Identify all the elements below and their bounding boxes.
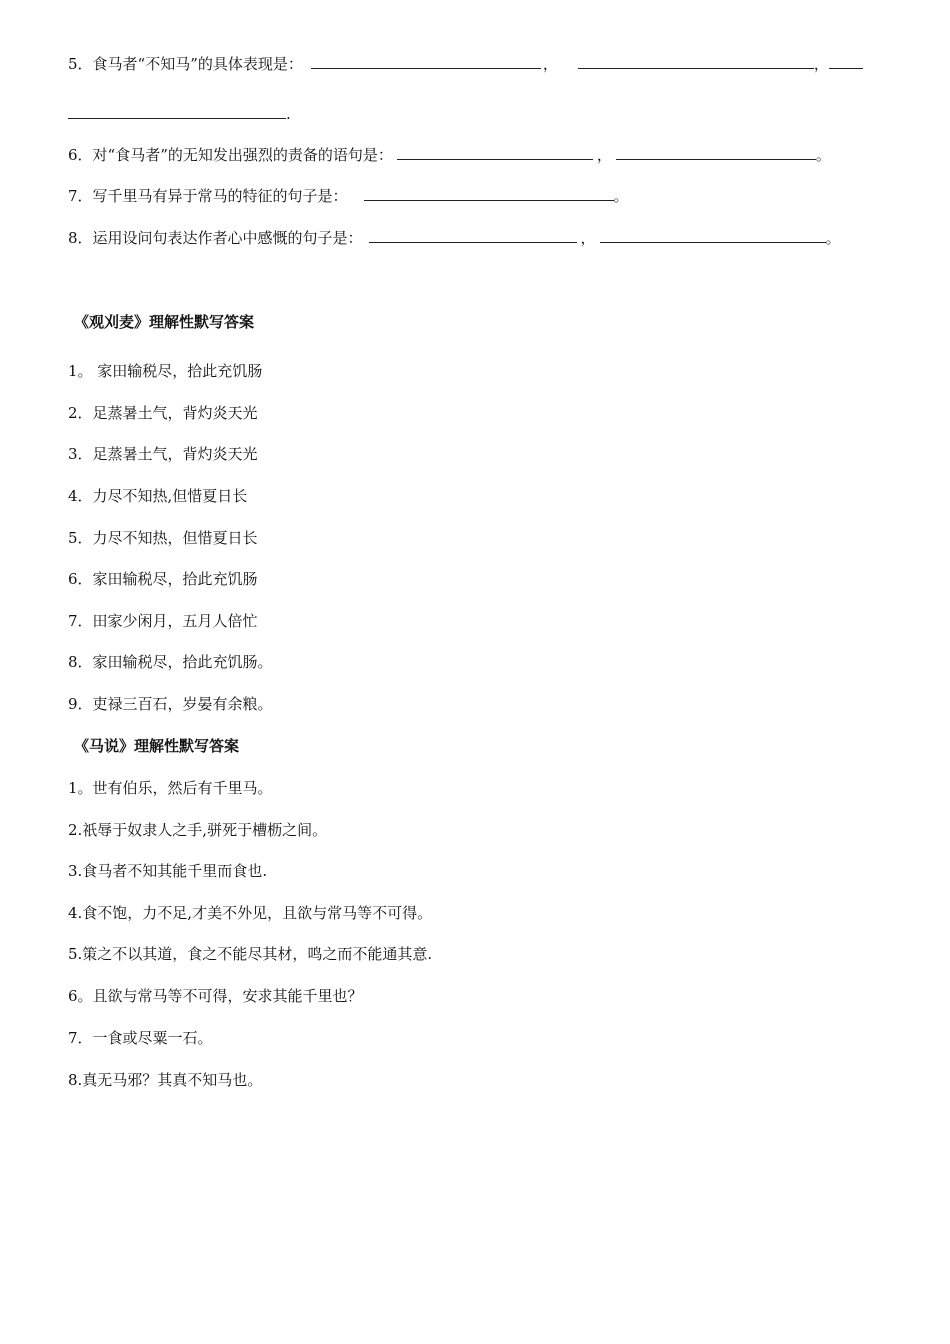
answer-item: 8．家田输税尽，拾此充饥肠。: [68, 653, 273, 671]
question-8: [68, 228, 841, 248]
answer-blank[interactable]: [369, 228, 577, 243]
section-title: 《马说》理解性默写答案: [74, 737, 240, 755]
question-end: 。: [613, 187, 629, 205]
question-text: 6．对“食马者”的无知发出强烈的责备的语句是：: [68, 146, 393, 164]
answer-blank[interactable]: [311, 54, 541, 69]
answer-blank[interactable]: [600, 228, 826, 243]
separator: ，: [580, 229, 596, 247]
answer-blank[interactable]: [397, 145, 593, 160]
question-text: 7．写千里马有异于常马的特征的句子是：: [68, 187, 348, 205]
answer-item: 2.祇辱于奴隶人之手,骈死于槽枥之间。: [68, 821, 328, 839]
answer-item: 7．一食或尽粟一石。: [68, 1029, 213, 1047]
answer-item: 6．家田输税尽，拾此充饥肠: [68, 570, 258, 588]
answer-blank[interactable]: [616, 145, 816, 160]
answer-item: 3．足蒸暑土气，背灼炎天光: [68, 445, 258, 463]
answer-item: 5．力尽不知热，但惜夏日长: [68, 529, 258, 547]
question-6: [68, 145, 831, 165]
question-5: [68, 54, 863, 74]
separator: ，: [813, 55, 829, 73]
question-7: [68, 186, 629, 206]
answer-item: 1。世有伯乐，然后有千里马。: [68, 779, 273, 797]
answer-blank[interactable]: [68, 104, 286, 119]
question-end: 。: [815, 146, 831, 164]
answer-item: 4．力尽不知热,但惜夏日长: [68, 487, 248, 505]
answer-blank[interactable]: [578, 54, 814, 69]
question-end: 。: [825, 229, 841, 247]
question-text: 8．运用设问句表达作者心中感慨的句子是：: [68, 229, 363, 247]
question-text: 5．食马者“不知马”的具体表现是：: [68, 55, 303, 73]
answer-item: 3.食马者不知其能千里而食也.: [68, 862, 268, 880]
answer-item: 8.真无马邪？其真不知马也。: [68, 1071, 263, 1089]
answer-item: 6。且欲与常马等不可得，安求其能千里也？: [68, 987, 363, 1005]
answer-item: 5.策之不以其道，食之不能尽其材，鸣之而不能通其意.: [68, 945, 433, 963]
answer-blank[interactable]: [364, 186, 614, 201]
section-title: 《观刈麦》理解性默写答案: [74, 313, 255, 331]
answer-item: 2．足蒸暑土气，背灼炎天光: [68, 404, 258, 422]
answer-item: 7．田家少闲月，五月人倍忙: [68, 612, 258, 630]
question-5-continued: [68, 104, 291, 124]
answer-item: 4.食不饱，力不足,才美不外见，且欲与常马等不可得。: [68, 904, 433, 922]
separator: ，: [542, 55, 558, 73]
question-end: .: [286, 105, 291, 123]
answer-blank[interactable]: [829, 54, 863, 69]
answer-item: 9．吏禄三百石，岁晏有余粮。: [68, 695, 273, 713]
separator: ，: [596, 146, 612, 164]
answer-item: 1。 家田输税尽，拾此充饥肠: [68, 362, 263, 380]
